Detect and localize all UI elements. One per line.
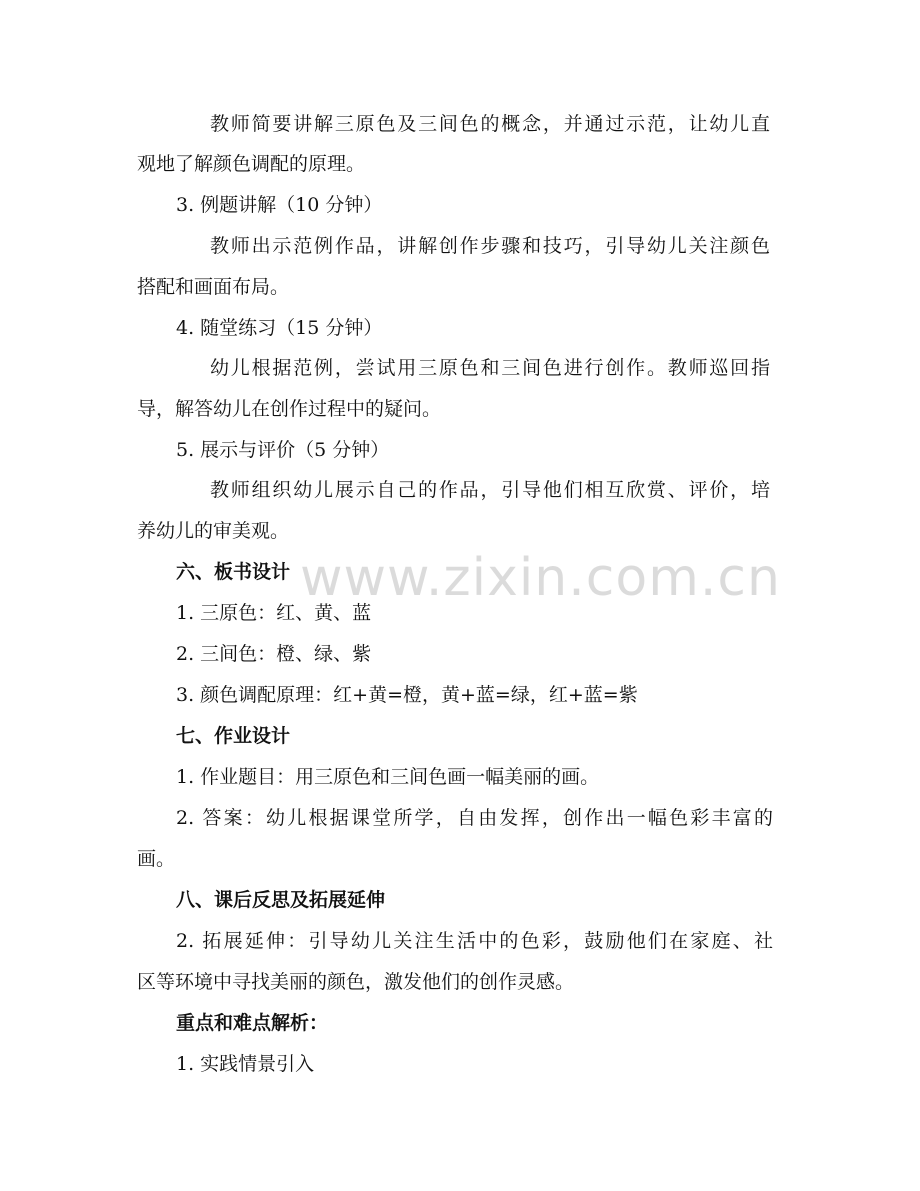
list-item: 2. 拓展延伸：引导幼儿关注生活中的色彩，鼓励他们在家庭、社 <box>176 930 773 952</box>
section-heading: 七、作业设计 <box>176 725 291 747</box>
section-heading: 六、板书设计 <box>176 561 291 583</box>
paragraph-line: 导，解答幼儿在创作过程中的疑问。 <box>137 398 442 420</box>
section-heading: 重点和难点解析： <box>176 1012 329 1034</box>
paragraph-line: 搭配和画面布局。 <box>137 276 290 298</box>
list-item: 2. 三间色：橙、绿、紫 <box>176 643 372 665</box>
paragraph-line: 教师简要讲解三原色及三间色的概念，并通过示范，让幼儿直 <box>210 113 770 135</box>
paragraph-line: 画。 <box>137 848 176 870</box>
list-item-heading: 3. 例题讲解（10 分钟） <box>176 194 383 216</box>
list-item-heading: 5. 展示与评价（5 分钟） <box>176 439 390 461</box>
section-heading: 八、课后反思及拓展延伸 <box>176 889 386 911</box>
list-item: 2. 答案：幼儿根据课堂所学，自由发挥，创作出一幅色彩丰富的 <box>176 807 773 829</box>
paragraph-line: 教师出示范例作品，讲解创作步骤和技巧，引导幼儿关注颜色 <box>210 235 770 257</box>
list-item-heading: 4. 随堂练习（15 分钟） <box>176 317 383 339</box>
list-item: 1. 三原色：红、黄、蓝 <box>176 602 372 624</box>
list-item: 3. 颜色调配原理：红+黄=橙，黄+蓝=绿，红+蓝=紫 <box>176 684 638 706</box>
paragraph-line: 区等环境中寻找美丽的颜色，激发他们的创作灵感。 <box>137 971 575 993</box>
list-item: 1. 实践情景引入 <box>176 1053 315 1075</box>
paragraph-line: 养幼儿的审美观。 <box>137 520 290 542</box>
watermark: www.zixin.com.cn <box>300 548 781 608</box>
list-item: 1. 作业题目：用三原色和三间色画一幅美丽的画。 <box>176 766 600 788</box>
paragraph-line: 教师组织幼儿展示自己的作品，引导他们相互欣赏、评价，培 <box>210 479 770 501</box>
paragraph-line: 幼儿根据范例，尝试用三原色和三间色进行创作。教师巡回指 <box>210 357 770 379</box>
paragraph-line: 观地了解颜色调配的原理。 <box>137 153 366 175</box>
